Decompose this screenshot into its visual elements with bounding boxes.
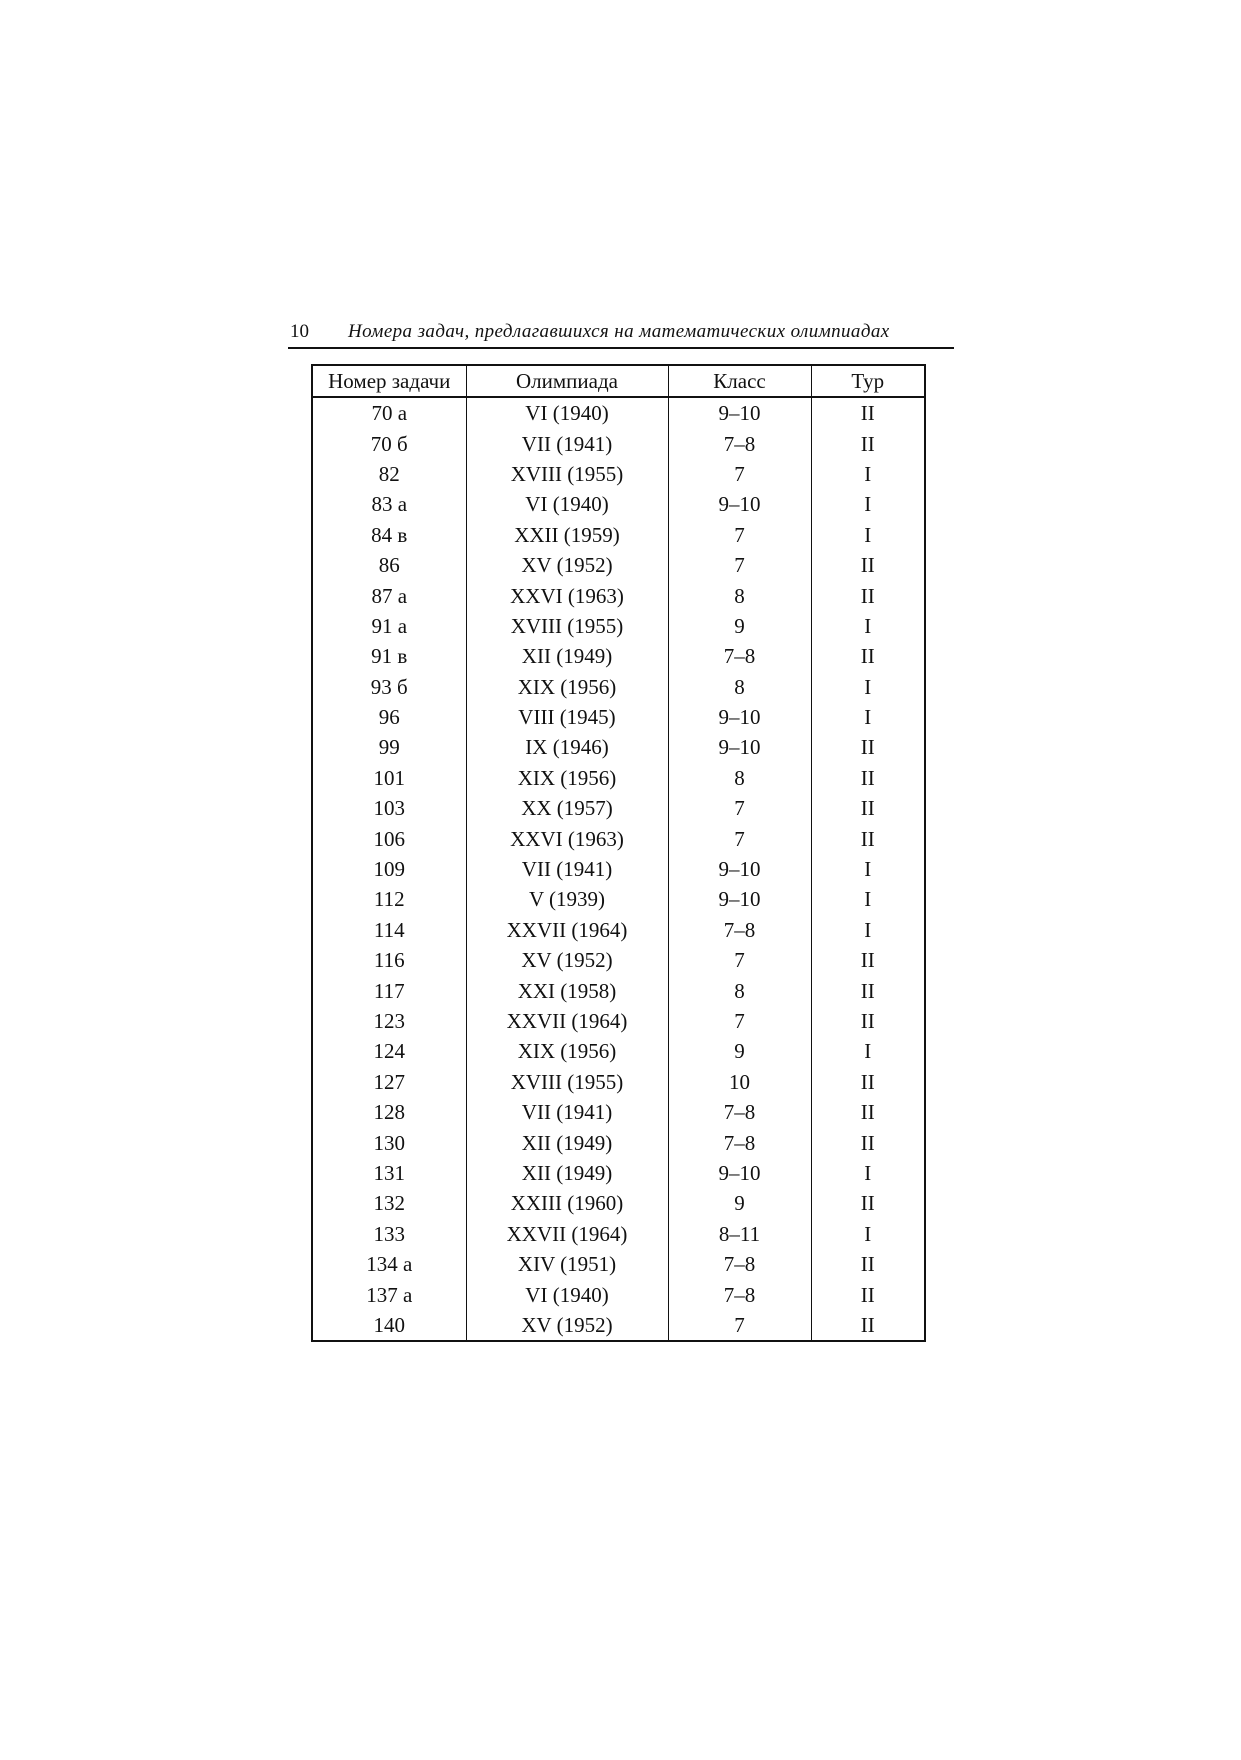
cell-problem-number: 134 а (312, 1249, 466, 1279)
page-number: 10 (290, 321, 309, 342)
cell-problem-number: 70 а (312, 397, 466, 428)
cell-round: I (864, 887, 872, 912)
table-row (312, 489, 925, 519)
header-problem-number: Номер задачи (312, 365, 466, 397)
running-head (288, 321, 954, 349)
cell-problem-number: 103 (312, 793, 466, 823)
cell-olympiad: VII (1941) (466, 428, 668, 458)
cell-round: I (864, 613, 872, 638)
table-row (312, 1158, 925, 1188)
cell-problem-number: 86 (312, 550, 466, 580)
cell-grade: 7 (668, 823, 811, 853)
header-grade: Класс (668, 365, 811, 397)
cell-olympiad: XV (1952) (466, 550, 668, 580)
cell-round: II (860, 401, 875, 426)
cell-olympiad: XV (1952) (466, 945, 668, 975)
cell-round: II (860, 1100, 875, 1125)
cell-grade: 7–8 (668, 915, 811, 945)
cell-round: II (860, 583, 875, 608)
cell-problem-number: 91 а (312, 611, 466, 641)
cell-round: II (860, 1069, 875, 1094)
cell-round: II (860, 1252, 875, 1277)
cell-round: I (864, 1039, 872, 1064)
cell-olympiad: XXIII (1960) (466, 1188, 668, 1218)
cell-grade: 8 (668, 672, 811, 702)
table-body (312, 397, 925, 1341)
cell-round: II (860, 553, 875, 578)
cell-grade: 9–10 (668, 397, 811, 428)
cell-olympiad: XXVII (1964) (466, 1219, 668, 1249)
table-row (312, 793, 925, 823)
cell-olympiad: XVIII (1955) (466, 611, 668, 641)
cell-round: I (864, 857, 872, 882)
cell-olympiad: XVIII (1955) (466, 459, 668, 489)
cell-olympiad: VI (1940) (466, 1279, 668, 1309)
cell-problem-number: 140 (312, 1310, 466, 1341)
cell-grade: 8 (668, 975, 811, 1005)
cell-olympiad: IX (1946) (466, 732, 668, 762)
table-row (312, 520, 925, 550)
cell-grade: 9 (668, 1188, 811, 1218)
header-olympiad: Олимпиада (466, 365, 668, 397)
cell-grade: 9 (668, 611, 811, 641)
table-row (312, 428, 925, 458)
table-row (312, 1279, 925, 1309)
cell-problem-number: 99 (312, 732, 466, 762)
cell-problem-number: 70 б (312, 428, 466, 458)
cell-problem-number: 131 (312, 1158, 466, 1188)
cell-olympiad: XII (1949) (466, 641, 668, 671)
cell-grade: 7–8 (668, 428, 811, 458)
cell-grade: 7 (668, 550, 811, 580)
cell-grade: 10 (668, 1067, 811, 1097)
table-row (312, 823, 925, 853)
cell-round: I (864, 1221, 872, 1246)
cell-problem-number: 116 (312, 945, 466, 975)
olympiad-table (311, 364, 926, 1342)
cell-olympiad: XIX (1956) (466, 672, 668, 702)
cell-round: II (860, 796, 875, 821)
cell-olympiad: XX (1957) (466, 793, 668, 823)
cell-olympiad: VII (1941) (466, 1097, 668, 1127)
cell-round: I (864, 1160, 872, 1185)
cell-grade: 9–10 (668, 732, 811, 762)
cell-olympiad: XXVI (1963) (466, 580, 668, 610)
cell-problem-number: 106 (312, 823, 466, 853)
cell-grade: 8 (668, 763, 811, 793)
cell-olympiad: XXVII (1964) (466, 915, 668, 945)
cell-problem-number: 82 (312, 459, 466, 489)
table-row (312, 945, 925, 975)
cell-problem-number: 87 а (312, 580, 466, 610)
cell-grade: 7 (668, 793, 811, 823)
cell-olympiad: XV (1952) (466, 1310, 668, 1341)
cell-round: I (864, 674, 872, 699)
cell-olympiad: XIV (1951) (466, 1249, 668, 1279)
table-row (312, 854, 925, 884)
cell-problem-number: 96 (312, 702, 466, 732)
table-row (312, 580, 925, 610)
table-row (312, 1036, 925, 1066)
cell-olympiad: XXII (1959) (466, 520, 668, 550)
cell-grade: 7–8 (668, 1249, 811, 1279)
table-row (312, 915, 925, 945)
cell-round: II (860, 978, 875, 1003)
header-round: Тур (811, 365, 925, 397)
table-row (312, 763, 925, 793)
table-row (312, 397, 925, 428)
cell-olympiad: V (1939) (466, 884, 668, 914)
cell-grade: 9–10 (668, 489, 811, 519)
table-row (312, 459, 925, 489)
cell-round: II (860, 431, 875, 456)
cell-round: II (860, 735, 875, 760)
cell-olympiad: VII (1941) (466, 854, 668, 884)
table-row (312, 1006, 925, 1036)
table-row (312, 1097, 925, 1127)
cell-grade: 7 (668, 1006, 811, 1036)
cell-problem-number: 117 (312, 975, 466, 1005)
cell-olympiad: XVIII (1955) (466, 1067, 668, 1097)
cell-round: I (864, 522, 872, 547)
table-row (312, 732, 925, 762)
cell-grade: 7–8 (668, 1097, 811, 1127)
table-row (312, 1219, 925, 1249)
cell-round: I (864, 705, 872, 730)
cell-grade: 8 (668, 580, 811, 610)
cell-round: II (860, 1191, 875, 1216)
cell-grade: 7 (668, 945, 811, 975)
cell-problem-number: 109 (312, 854, 466, 884)
cell-round: II (860, 1009, 875, 1033)
table-row (312, 1067, 925, 1097)
cell-olympiad: XXVI (1963) (466, 823, 668, 853)
cell-grade: 9–10 (668, 884, 811, 914)
cell-round: I (864, 492, 872, 517)
cell-olympiad: VI (1940) (466, 489, 668, 519)
cell-round: II (860, 948, 875, 973)
table-row (312, 975, 925, 1005)
cell-problem-number: 123 (312, 1006, 466, 1036)
cell-problem-number: 83 а (312, 489, 466, 519)
cell-grade: 7–8 (668, 641, 811, 671)
cell-problem-number: 84 в (312, 520, 466, 550)
cell-round: I (864, 461, 872, 486)
cell-olympiad: XXI (1958) (466, 975, 668, 1005)
cell-olympiad: VI (1940) (466, 397, 668, 428)
cell-problem-number: 130 (312, 1127, 466, 1157)
table-row (312, 1249, 925, 1279)
cell-round: II (860, 1312, 875, 1337)
table-row (312, 884, 925, 914)
cell-round: II (860, 765, 875, 790)
cell-round: II (860, 1282, 875, 1307)
cell-olympiad: XIX (1956) (466, 1036, 668, 1066)
table-row (312, 1127, 925, 1157)
cell-olympiad: XXVII (1964) (466, 1006, 668, 1036)
cell-grade: 9–10 (668, 1158, 811, 1188)
cell-olympiad: XII (1949) (466, 1127, 668, 1157)
cell-problem-number: 114 (312, 915, 466, 945)
cell-grade: 9–10 (668, 854, 811, 884)
table-row (312, 702, 925, 732)
cell-problem-number: 132 (312, 1188, 466, 1218)
cell-problem-number: 93 б (312, 672, 466, 702)
table-row (312, 672, 925, 702)
cell-grade: 7–8 (668, 1127, 811, 1157)
cell-olympiad: XII (1949) (466, 1158, 668, 1188)
cell-grade: 8–11 (668, 1219, 811, 1249)
table-container (311, 364, 926, 1342)
cell-round: II (860, 826, 875, 851)
cell-round: I (864, 917, 872, 942)
table-row (312, 641, 925, 671)
cell-round: II (860, 1130, 875, 1155)
cell-problem-number: 91 в (312, 641, 466, 671)
cell-grade: 7 (668, 1310, 811, 1341)
table-row (312, 1188, 925, 1218)
table-row (312, 1310, 925, 1341)
cell-problem-number: 112 (312, 884, 466, 914)
cell-problem-number: 127 (312, 1067, 466, 1097)
running-title: Номера задач, предлагавшихся на математических олимпиадах (348, 321, 890, 342)
table-row (312, 550, 925, 580)
cell-grade: 7 (668, 520, 811, 550)
table-header-row (312, 365, 925, 397)
cell-grade: 7 (668, 459, 811, 489)
cell-olympiad: XIX (1956) (466, 763, 668, 793)
cell-problem-number: 133 (312, 1219, 466, 1249)
cell-problem-number: 137 а (312, 1279, 466, 1309)
cell-grade: 9 (668, 1036, 811, 1066)
cell-olympiad: VIII (1945) (466, 702, 668, 732)
cell-problem-number: 124 (312, 1036, 466, 1066)
cell-round: II (860, 644, 875, 669)
table-row (312, 611, 925, 641)
cell-problem-number: 101 (312, 763, 466, 793)
cell-problem-number: 128 (312, 1097, 466, 1127)
cell-grade: 9–10 (668, 702, 811, 732)
cell-grade: 7–8 (668, 1279, 811, 1309)
